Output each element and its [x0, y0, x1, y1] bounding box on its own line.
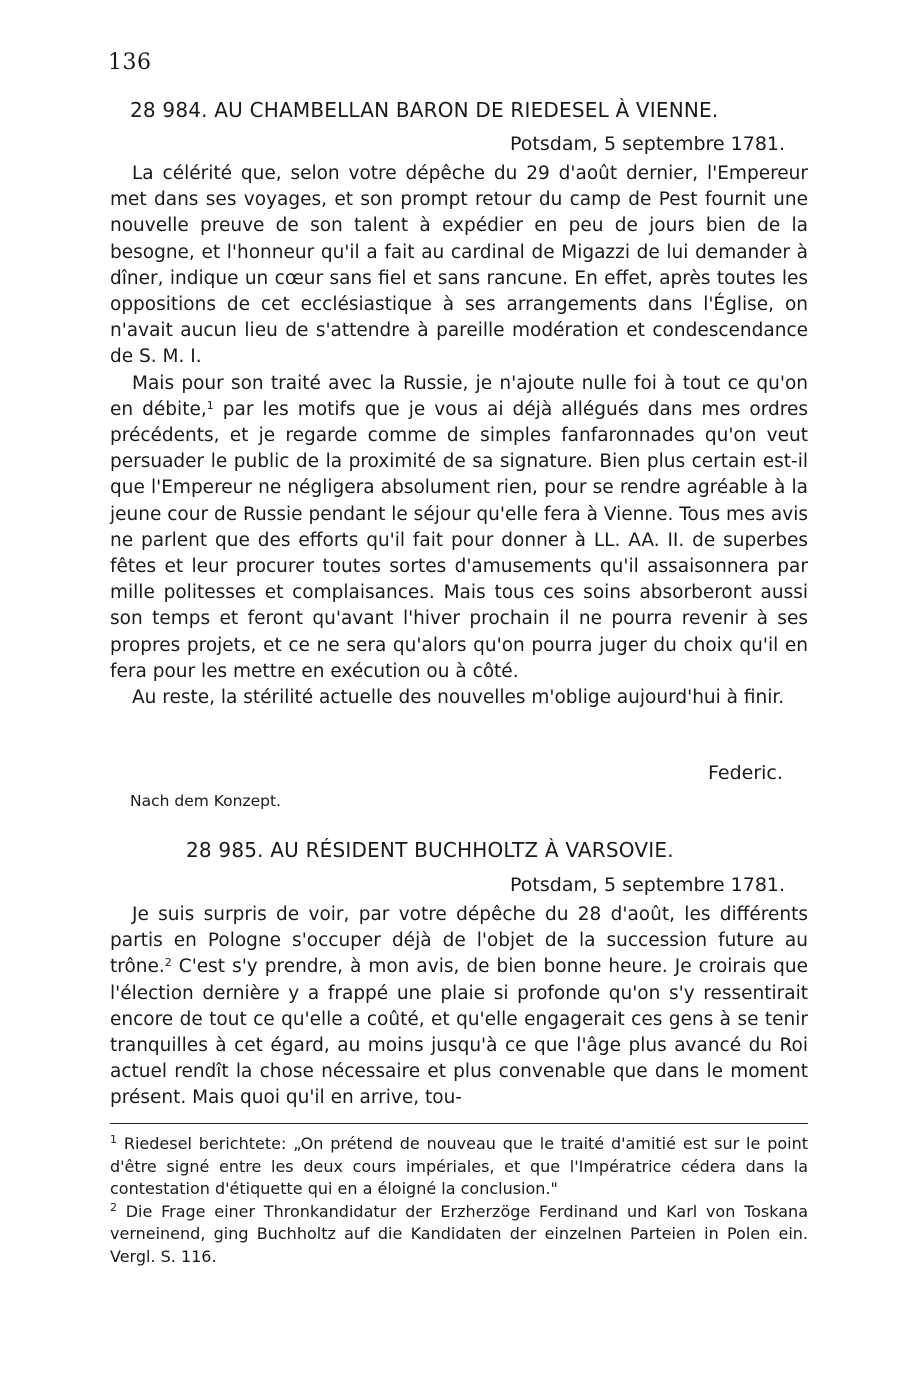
letter1-paragraph-1: La célérité que, selon votre dépêche du 29 d'août dernier, l'Empereur met dans ses voyages, et son prompt retour du camp de Pest fournit une nouvelle preuve de son talent à expédier en peu de jours bien de la besogne, et l'honneur qu'il a fait au cardinal de Migazzi de lui demander à dîner, indique un cœur sans fiel et sans rancune. En effet, après toutes les oppositions de cet ecclésiastique à ses arrangements dans l'Église, on n'avait aucun lieu de s'attendre à pareille modération et condescendance de S. M. I.: [110, 163, 808, 368]
letter2-paragraph-1-part-a: Je suis surpris de voir, par votre dépêche du 28 d'août, les différents partis en Pologne s'occuper déjà de l'objet de la succession future au trône.: [110, 904, 808, 978]
footnote-1-mark: 1: [110, 1133, 117, 1146]
letter2-heading: 28 985. AU RÉSIDENT BUCHHOLTZ À VARSOVIE.: [186, 838, 674, 862]
footnotes: [110, 1133, 808, 1268]
letter1-paragraph-2-part-b: par les motifs que je vous ai déjà allégués dans mes ordres précédents, et je regarde comme de simples fanfaronnades qu'on veut persuader le public de la proximité de sa signature. Bien plus certain est-il que l'Empereur ne négligera absolument rien, pour se rendre agréable à la jeune cour de Russie pendant le séjour qu'elle fera à Vienne. Tous mes avis ne parlent que des efforts qu'il fait pour donner à LL. AA. II. de superbes fêtes et leur procurer toutes sortes d'amusements qu'il assaisonnera par mille politesses et complaisances. Mais tous ces soins absorberont aussi son temps et feront qu'avant l'hiver prochain il ne pourra revenir à ses propres projets, et ce ne sera qu'alors qu'on pourra juger du choix qu'il en fera pour les mettre en exécution ou à côté.: [110, 398, 808, 682]
letter1-paragraph-2-part-a: Mais pour son traité avec la Russie, je n'ajoute nulle foi à tout ce qu'on en débite,: [110, 372, 808, 420]
footnote-1: [110, 1133, 808, 1201]
letter1-paragraph-2: [110, 371, 808, 685]
letter2-body: [110, 902, 808, 1112]
letter1-signature: Federic.: [708, 762, 783, 784]
letter1-dateline: Potsdam, 5 septembre 1781.: [510, 133, 786, 155]
footnote-2: [110, 1201, 808, 1269]
letter1-paragraph-3: Au reste, la stérilité actuelle des nouvelles m'oblige aujourd'hui à finir.: [132, 687, 785, 709]
footnote-ref-1: 1: [206, 398, 214, 412]
footnote-2-text: Die Frage einer Thronkandidatur der Erzherzöge Ferdinand und Karl von Toskana verneinend, ging Buchholtz auf die Kandidaten der einzelnen Parteien in Polen ein. Vergl. S. 116.: [110, 1201, 808, 1266]
letter2-paragraph-1: [110, 902, 808, 1112]
letter1-source-note: Nach dem Konzept.: [130, 792, 281, 810]
footnote-1-text: Riedesel berichtete: „On prétend de nouveau que le traité d'amitié est sur le point d'être signé entre les deux cours impériales, et que l'Impératrice cédera dans la contestation d'étiquette qui en a éloigné la conclusion.": [110, 1134, 808, 1198]
letter1-heading: 28 984. AU CHAMBELLAN BARON DE RIEDESEL À VIENNE.: [130, 98, 719, 122]
letter1-body: [110, 161, 808, 711]
footnote-divider: [110, 1123, 808, 1124]
letter2-paragraph-1-part-b: C'est s'y prendre, à mon avis, de bien bonne heure. Je croirais que l'élection dernière y a frappé une plaie si profonde qu'on s'y ressentirait encore de tout ce qu'elle a coûté, et qu'elle engagerait ces gens à se tenir tranquilles à cet égard, au moins jusqu'à ce que l'âge plus avancé du Roi actuel rendît la chose nécessaire et plus convenable que dans le moment présent. Mais quoi qu'il en arrive, tou-: [110, 956, 808, 1109]
letter2-dateline: Potsdam, 5 septembre 1781.: [510, 874, 786, 896]
footnote-2-mark: 2: [110, 1200, 117, 1214]
page-number: 136: [108, 50, 152, 75]
footnote-ref-2: 2: [164, 956, 172, 970]
